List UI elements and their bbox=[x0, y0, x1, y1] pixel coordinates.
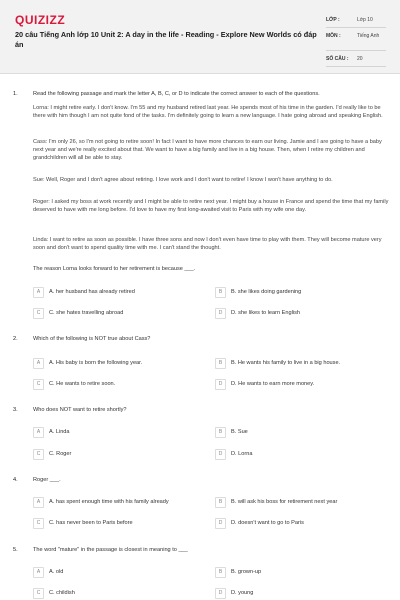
option-letter-box: D bbox=[215, 379, 226, 390]
passage-paragraph-cass: Cass: I'm only 26, so I'm not going to retire soon! In fact I want to have more chances to earn our living. Jamie and I are going to have a baby next year and we're really excited about that. We want to have a big family and live in a big house. Then, when I retire my children and grandchildren will all be able to stay. bbox=[33, 139, 382, 162]
subject-value: Tiếng Anh bbox=[357, 33, 380, 39]
option-letter-box: A bbox=[33, 427, 44, 438]
worksheet-header bbox=[0, 0, 400, 74]
passage-instruction: Read the following passage and mark the letter A, B, C, or D to indicate the correct answer to each of the questions. bbox=[33, 91, 320, 97]
option-text: C. childish bbox=[49, 590, 75, 596]
option-text: B. she likes doing gardening bbox=[231, 289, 302, 295]
option-text: B. He wants his family to live in a big house. bbox=[231, 360, 341, 366]
grade-label: LỚP : bbox=[326, 17, 340, 23]
question-text: Roger ___. bbox=[33, 477, 61, 483]
option-letter-box: B bbox=[215, 287, 226, 298]
option-letter-box: D bbox=[215, 588, 226, 599]
grade-value: Lớp 10 bbox=[357, 17, 373, 23]
question-number: 1. bbox=[13, 91, 18, 97]
option-text: D. young bbox=[231, 590, 254, 596]
option-letter-box: D bbox=[215, 518, 226, 529]
question-number: 2. bbox=[13, 336, 18, 342]
option-text: A. old bbox=[49, 569, 64, 575]
option-letter-box: C bbox=[33, 588, 44, 599]
option-text: D. she likes to learn English bbox=[231, 310, 301, 316]
option-letter-box: D bbox=[215, 308, 226, 319]
option-letter-box: D bbox=[215, 449, 226, 460]
question-number: 5. bbox=[13, 547, 18, 553]
option-text: C. she hates travelling abroad bbox=[49, 310, 124, 316]
meta-divider bbox=[326, 27, 386, 28]
question-text: The reason Lorna looks forward to her retirement is because ___. bbox=[33, 266, 196, 272]
meta-divider bbox=[326, 50, 386, 51]
worksheet-title: 20 câu Tiếng Anh lớp 10 Unit 2: A day in the life - Reading - Explore New Worlds có đáp án bbox=[15, 30, 317, 49]
passage-paragraph-sue: Sue: Well, Roger and I don't agree about retiring. I love work and I don't want to retire! I know I won't have anything to do. bbox=[33, 177, 333, 183]
question-count-value: 20 bbox=[357, 56, 363, 62]
option-text: A. His baby is born the following year. bbox=[49, 360, 143, 366]
passage-paragraph-lorna: Lorna: I might retire early. I don't know. I'm 55 and my husband retired last year. He spends most of his time in the garden. I'd really like to be there with him though I am not quite fond of the tasks. I'm definitely going to learn a new language. I hate going abroad and speaking English. bbox=[33, 105, 383, 120]
option-text: B. will ask his boss for retirement next year bbox=[231, 499, 338, 505]
subject-label: MÔN : bbox=[326, 33, 341, 39]
question-number: 3. bbox=[13, 407, 18, 413]
option-text: D. doesn't want to go to Paris bbox=[231, 520, 304, 526]
option-letter-box: B bbox=[215, 567, 226, 578]
quizizz-logo: QUIZIZZ bbox=[15, 13, 66, 27]
passage-paragraph-linda: Linda: I want to retire as soon as possible. I have three sons and now I don't even have time to play with them. They will become mature very soon and don't want to spend quality time with me. I can't stand the thought. bbox=[33, 237, 382, 252]
question-count-label: SỐ CÂU : bbox=[326, 56, 349, 62]
option-text: A. her husband has already retired bbox=[49, 289, 135, 295]
passage-paragraph-roger: Roger: I asked my boss at work recently and I might be able to retire next year. I might buy a house in France and spend the time that my family deserved to have with me long before. I'd love to have my first long-awaited visit to Paris with my wife one day. bbox=[33, 199, 389, 214]
option-text: B. Sue bbox=[231, 429, 248, 435]
question-number: 4. bbox=[13, 477, 18, 483]
question-text: The word "mature" in the passage is closest in meaning to ___ bbox=[33, 547, 188, 553]
option-letter-box: B bbox=[215, 427, 226, 438]
option-letter-box: A bbox=[33, 287, 44, 298]
option-letter-box: C bbox=[33, 308, 44, 319]
option-text: B. grown-up bbox=[231, 569, 262, 575]
option-letter-box: A bbox=[33, 567, 44, 578]
option-letter-box: C bbox=[33, 449, 44, 460]
option-text: C. Roger bbox=[49, 451, 72, 457]
option-text: C. He wants to retire soon. bbox=[49, 381, 116, 387]
option-letter-box: B bbox=[215, 358, 226, 369]
option-letter-box: C bbox=[33, 518, 44, 529]
option-letter-box: A bbox=[33, 497, 44, 508]
option-letter-box: A bbox=[33, 358, 44, 369]
option-text: D. Lorna bbox=[231, 451, 253, 457]
option-text: A. Linda bbox=[49, 429, 70, 435]
option-letter-box: C bbox=[33, 379, 44, 390]
meta-divider bbox=[326, 66, 386, 67]
option-text: A. has spent enough time with his family already bbox=[49, 499, 169, 505]
option-letter-box: B bbox=[215, 497, 226, 508]
option-text: C. has never been to Paris before bbox=[49, 520, 133, 526]
question-text: Who does NOT want to retire shortly? bbox=[33, 407, 127, 413]
option-text: D. He wants to earn more money. bbox=[231, 381, 315, 387]
question-text: Which of the following is NOT true about Cass? bbox=[33, 336, 151, 342]
